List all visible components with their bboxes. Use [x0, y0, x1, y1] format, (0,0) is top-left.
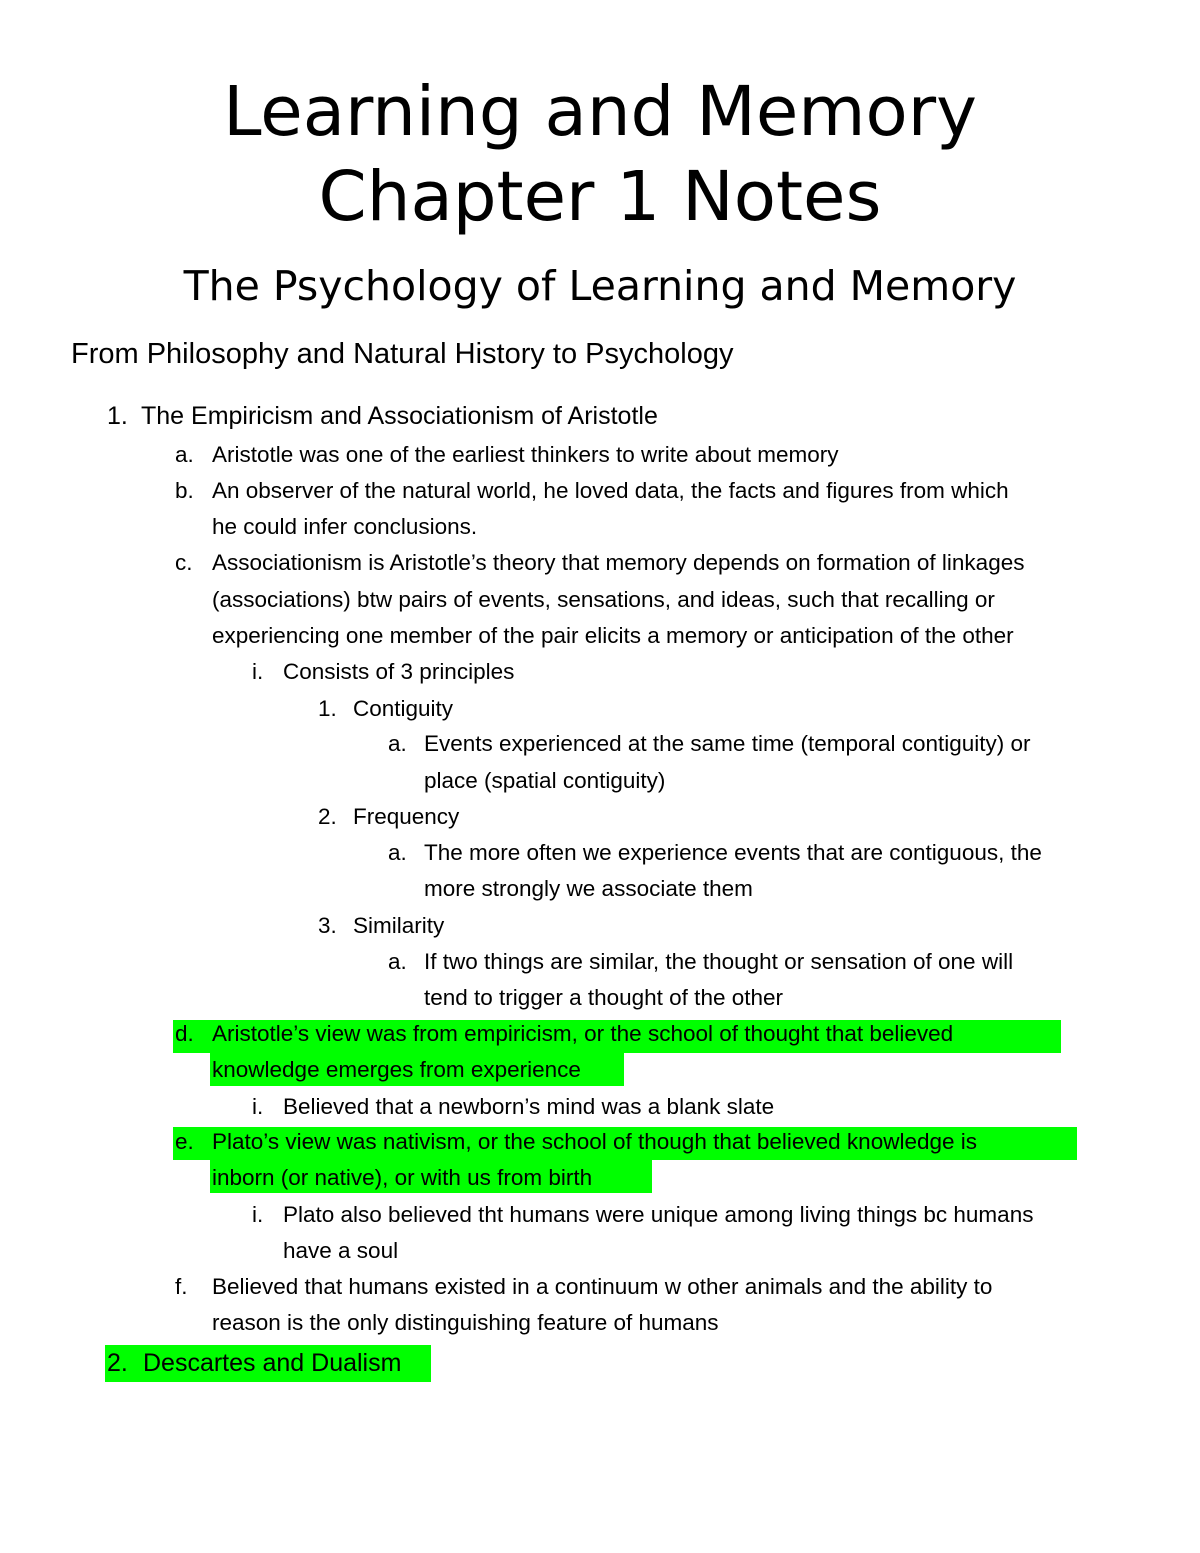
- principle-contiguity: Contiguity: [353, 696, 454, 721]
- subtitle: The Psychology of Learning and Memory: [183, 262, 1017, 310]
- item-2-label: Descartes and Dualism: [143, 1349, 402, 1377]
- item-b-line-1: An observer of the natural world, he loved data, the facts and figures from which: [212, 478, 1009, 503]
- list-marker-c-i: i.: [252, 659, 264, 684]
- list-marker-e-i: i.: [252, 1202, 264, 1227]
- principle-marker-2: 2.: [318, 804, 337, 829]
- title-line-1: Learning and Memory: [223, 72, 977, 152]
- principle-2-line-1: The more often we experience events that are contiguous, the: [424, 840, 1042, 865]
- list-marker-f: f.: [175, 1274, 188, 1299]
- list-marker-d-i: i.: [252, 1094, 264, 1119]
- principle-2-marker-a: a.: [388, 840, 407, 865]
- list-marker-c: c.: [175, 550, 193, 575]
- list-marker-1: 1.: [107, 402, 128, 430]
- principle-marker-1: 1.: [318, 696, 337, 721]
- principle-2-line-2: more strongly we associate them: [424, 876, 753, 901]
- principle-3-line-1: If two things are similar, the thought or sensation of one will: [424, 949, 1014, 974]
- item-c-line-2: (associations) btw pairs of events, sensations, and ideas, such that recalling or: [212, 587, 995, 612]
- item-a-text: Aristotle was one of the earliest thinkers to write about memory: [212, 442, 839, 467]
- list-marker-2: 2.: [107, 1349, 128, 1377]
- principle-frequency: Frequency: [353, 804, 460, 829]
- principle-1-marker-a: a.: [388, 731, 407, 756]
- list-marker-b: b.: [175, 478, 194, 503]
- principle-1-line-2: place (spatial contiguity): [424, 768, 666, 793]
- item-d-line-1: Aristotle’s view was from empiricism, or the school of thought that believed: [212, 1021, 954, 1046]
- principle-3-marker-a: a.: [388, 949, 407, 974]
- title-line-2: Chapter 1 Notes: [318, 157, 882, 237]
- list-marker-d: d.: [175, 1021, 194, 1046]
- item-e-line-2: inborn (or native), or with us from birth: [212, 1165, 593, 1190]
- item-c-i-text: Consists of 3 principles: [283, 659, 515, 684]
- item-e-i-line-1: Plato also believed tht humans were unique among living things bc humans: [283, 1202, 1034, 1227]
- item-d-i-text: Believed that a newborn’s mind was a blank slate: [283, 1094, 775, 1119]
- item-f-line-2: reason is the only distinguishing feature of humans: [212, 1310, 719, 1335]
- list-marker-e: e.: [175, 1129, 194, 1154]
- principle-3-line-2: tend to trigger a thought of the other: [424, 985, 784, 1010]
- item-f-line-1: Believed that humans existed in a continuum w other animals and the ability to: [212, 1274, 993, 1299]
- item-c-line-3: experiencing one member of the pair elicits a memory or anticipation of the other: [212, 623, 1014, 648]
- item-1-label: The Empiricism and Associationism of Aristotle: [141, 402, 658, 430]
- item-d-line-2: knowledge emerges from experience: [212, 1057, 581, 1082]
- list-marker-a: a.: [175, 442, 194, 467]
- item-c-line-1: Associationism is Aristotle’s theory that memory depends on formation of linkages: [212, 550, 1025, 575]
- item-e-i-line-2: have a soul: [283, 1238, 399, 1263]
- item-b-line-2: he could infer conclusions.: [212, 514, 478, 539]
- principle-marker-3: 3.: [318, 913, 337, 938]
- section-heading: From Philosophy and Natural History to Psychology: [71, 338, 734, 370]
- principle-similarity: Similarity: [353, 913, 445, 938]
- principle-1-line-1: Events experienced at the same time (temporal contiguity) or: [424, 731, 1031, 756]
- item-e-line-1: Plato’s view was nativism, or the school of though that believed knowledge is: [212, 1129, 978, 1154]
